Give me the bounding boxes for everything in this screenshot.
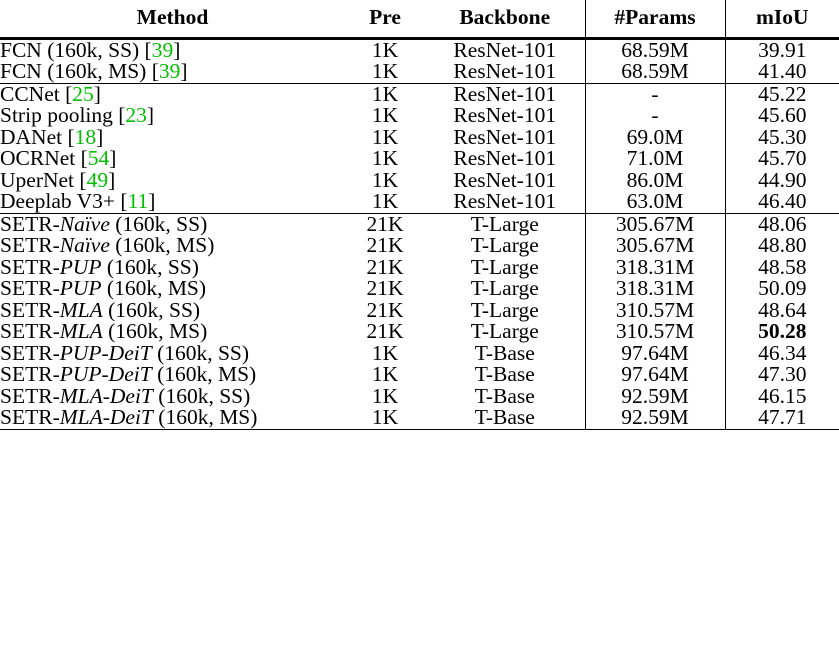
cell-pre: 1K bbox=[371, 340, 399, 365]
method-name: SETR- bbox=[0, 405, 60, 429]
cell-pre: 21K bbox=[366, 254, 404, 279]
cell-method bbox=[0, 407, 345, 429]
cell-miou: 50.09 bbox=[725, 278, 839, 300]
cell-method bbox=[0, 278, 345, 300]
cell-miou: 47.30 bbox=[725, 364, 839, 386]
cell-pre: 21K bbox=[366, 233, 404, 257]
cell-miou: 46.15 bbox=[725, 386, 839, 408]
method-suffix: ] bbox=[146, 103, 155, 127]
method-variant: MLA bbox=[59, 297, 103, 322]
cell-method bbox=[0, 297, 345, 322]
table-row bbox=[0, 407, 839, 429]
method-name: FCN (160k, SS) [ bbox=[0, 37, 152, 62]
cell-miou: 48.80 bbox=[725, 235, 839, 257]
method-name: UperNet [ bbox=[0, 167, 87, 192]
cell-miou: 46.34 bbox=[725, 343, 839, 365]
method-name: OCRNet [ bbox=[0, 146, 88, 170]
method-variant: MLA-DeiT bbox=[59, 383, 153, 408]
cell-backbone: ResNet-101 bbox=[453, 146, 557, 170]
cell-backbone: T-Base bbox=[425, 407, 585, 429]
cell-method bbox=[0, 235, 345, 257]
cell-miou: 45.70 bbox=[725, 148, 839, 170]
method-suffix: ] bbox=[173, 37, 181, 62]
table-row bbox=[0, 170, 839, 192]
citation-link[interactable]: 54 bbox=[87, 146, 110, 170]
table-row bbox=[0, 191, 839, 213]
cell-params: 68.59M bbox=[585, 61, 725, 83]
cell-miou: 45.30 bbox=[725, 127, 839, 149]
table-body bbox=[0, 38, 839, 429]
method-name: SETR- bbox=[0, 276, 60, 300]
method-variant: PUP-DeiT bbox=[59, 362, 152, 386]
method-name: SETR- bbox=[0, 340, 60, 365]
cell-backbone: ResNet-101 bbox=[425, 83, 585, 105]
table-row bbox=[0, 213, 839, 235]
method-name: DANet [ bbox=[0, 124, 75, 149]
method-name: SETR- bbox=[0, 297, 60, 322]
cell-miou: 45.60 bbox=[725, 105, 839, 127]
cell-params: 305.67M bbox=[585, 235, 725, 257]
method-name: SETR- bbox=[0, 383, 60, 408]
method-variant: PUP bbox=[59, 276, 102, 300]
cell-backbone: ResNet-101 bbox=[453, 59, 557, 83]
table-row bbox=[0, 364, 839, 386]
table-row bbox=[0, 278, 839, 300]
citation-link[interactable]: 11 bbox=[127, 189, 149, 213]
cell-params: 97.64M bbox=[585, 343, 725, 365]
cell-params: 310.57M bbox=[585, 321, 725, 343]
citation-link[interactable]: 18 bbox=[74, 124, 97, 149]
method-variant: MLA-DeiT bbox=[59, 405, 153, 429]
method-suffix: ] bbox=[93, 81, 101, 106]
cell-pre: 21K bbox=[366, 297, 404, 322]
method-name: SETR- bbox=[0, 211, 60, 236]
cell-pre: 1K bbox=[371, 124, 399, 149]
method-name: SETR- bbox=[0, 254, 60, 279]
cell-miou: 44.90 bbox=[725, 170, 839, 192]
column-header-pre: Pre bbox=[369, 5, 401, 29]
cell-method bbox=[0, 340, 345, 365]
cell-method bbox=[0, 254, 345, 279]
cell-method bbox=[0, 191, 345, 213]
cell-params: 92.59M bbox=[585, 407, 725, 429]
cell-params: - bbox=[585, 83, 725, 105]
method-name: FCN (160k, MS) [ bbox=[0, 59, 159, 83]
table-row bbox=[0, 343, 839, 365]
cell-backbone: T-Large bbox=[470, 276, 539, 300]
table-row bbox=[0, 38, 839, 61]
method-suffix: ] bbox=[180, 59, 188, 83]
cell-params: 68.59M bbox=[585, 38, 725, 61]
cell-miou: 48.06 bbox=[725, 213, 839, 235]
method-variant: MLA bbox=[59, 319, 103, 343]
cell-method bbox=[0, 321, 345, 343]
method-suffix: ] bbox=[108, 167, 116, 192]
cell-pre: 1K bbox=[371, 103, 399, 127]
method-suffix: (160k, SS) bbox=[109, 211, 208, 236]
table-row bbox=[0, 386, 839, 408]
method-variant: PUP bbox=[59, 254, 102, 279]
cell-backbone: ResNet-101 bbox=[425, 38, 585, 61]
method-variant: Naïve bbox=[59, 211, 110, 236]
column-header-miou: mIoU bbox=[725, 0, 839, 38]
cell-backbone: T-Base bbox=[474, 383, 535, 408]
method-suffix: (160k, MS) bbox=[151, 362, 257, 386]
cell-backbone: ResNet-101 bbox=[453, 124, 557, 149]
method-name: SETR- bbox=[0, 319, 60, 343]
cell-pre: 1K bbox=[371, 167, 399, 192]
cell-miou: 39.91 bbox=[725, 38, 839, 61]
cell-params: 305.67M bbox=[585, 213, 725, 235]
cell-miou: 50.28 bbox=[725, 321, 839, 343]
method-name: CCNet [ bbox=[0, 81, 73, 106]
cell-method bbox=[0, 83, 345, 105]
cell-params: 71.0M bbox=[585, 148, 725, 170]
cell-params: 310.57M bbox=[585, 300, 725, 322]
method-name: SETR- bbox=[0, 233, 60, 257]
cell-method bbox=[0, 213, 345, 235]
cell-params: 86.0M bbox=[585, 170, 725, 192]
cell-pre: 1K bbox=[371, 189, 399, 213]
table-row bbox=[0, 321, 839, 343]
cell-pre: 1K bbox=[371, 362, 399, 386]
cell-backbone: T-Large bbox=[425, 213, 585, 235]
citation-link[interactable]: 39 bbox=[151, 37, 174, 62]
cell-method bbox=[0, 364, 345, 386]
table-row bbox=[0, 300, 839, 322]
cell-method bbox=[0, 38, 345, 61]
cell-params: 63.0M bbox=[585, 191, 725, 213]
cell-method bbox=[0, 105, 345, 127]
cell-method bbox=[0, 383, 345, 408]
table-header bbox=[0, 0, 839, 38]
method-name: Deeplab V3+ [ bbox=[0, 189, 128, 213]
method-suffix: (160k, SS) bbox=[102, 297, 201, 322]
cell-backbone: T-Large bbox=[470, 254, 539, 279]
method-suffix: (160k, MS) bbox=[152, 405, 258, 429]
cell-miou: 45.22 bbox=[725, 83, 839, 105]
cell-pre: 1K bbox=[345, 83, 425, 105]
cell-params: 97.64M bbox=[585, 364, 725, 386]
cell-method bbox=[0, 148, 345, 170]
method-suffix: (160k, SS) bbox=[151, 340, 250, 365]
method-suffix: (160k, SS) bbox=[152, 383, 251, 408]
method-suffix: ] bbox=[148, 189, 156, 213]
method-suffix: ] bbox=[96, 124, 104, 149]
cell-pre: 1K bbox=[345, 407, 425, 429]
cell-backbone: ResNet-101 bbox=[453, 189, 557, 213]
cell-backbone: T-Large bbox=[470, 233, 539, 257]
cell-method bbox=[0, 124, 345, 149]
cell-backbone: T-Large bbox=[470, 319, 539, 343]
cell-backbone: T-Base bbox=[474, 340, 535, 365]
citation-link[interactable]: 39 bbox=[158, 59, 181, 83]
cell-params: - bbox=[585, 105, 725, 127]
table-row bbox=[0, 235, 839, 257]
citation-link[interactable]: 25 bbox=[72, 81, 94, 106]
cell-pre: 21K bbox=[366, 276, 404, 300]
table-row bbox=[0, 105, 839, 127]
citation-link[interactable]: 49 bbox=[86, 167, 109, 192]
cell-params: 69.0M bbox=[585, 127, 725, 149]
method-suffix: (160k, MS) bbox=[101, 276, 207, 300]
table-row bbox=[0, 83, 839, 105]
cell-miou: 47.71 bbox=[725, 407, 839, 429]
table-row bbox=[0, 148, 839, 170]
column-header-backbone: Backbone bbox=[459, 5, 551, 29]
cell-backbone: ResNet-101 bbox=[453, 167, 557, 192]
citation-link[interactable]: 23 bbox=[125, 103, 147, 127]
method-suffix: (160k, MS) bbox=[102, 319, 208, 343]
cell-pre: 21K bbox=[366, 319, 404, 343]
cell-miou: 48.64 bbox=[725, 300, 839, 322]
cell-miou: 46.40 bbox=[725, 191, 839, 213]
cell-pre: 1K bbox=[371, 383, 399, 408]
method-variant: PUP-DeiT bbox=[59, 340, 152, 365]
cell-backbone: ResNet-101 bbox=[453, 103, 557, 127]
cell-method bbox=[0, 167, 345, 192]
method-suffix: ] bbox=[109, 146, 117, 170]
column-header-params: #Params bbox=[585, 0, 725, 38]
cell-pre: 1K bbox=[345, 38, 425, 61]
method-variant: Naïve bbox=[59, 233, 110, 257]
cell-params: 318.31M bbox=[585, 257, 725, 279]
cell-pre: 21K bbox=[345, 213, 425, 235]
method-suffix: (160k, MS) bbox=[109, 233, 215, 257]
table-row bbox=[0, 257, 839, 279]
method-suffix: (160k, SS) bbox=[101, 254, 199, 279]
table-header-row bbox=[0, 0, 839, 38]
cell-pre: 1K bbox=[371, 59, 399, 83]
cell-miou: 48.58 bbox=[725, 257, 839, 279]
table-row bbox=[0, 61, 839, 83]
cell-method bbox=[0, 61, 345, 83]
cell-params: 92.59M bbox=[585, 386, 725, 408]
table-row bbox=[0, 127, 839, 149]
method-name: Strip pooling [ bbox=[0, 103, 126, 127]
cell-backbone: T-Base bbox=[474, 362, 535, 386]
cell-params: 318.31M bbox=[585, 278, 725, 300]
cell-pre: 1K bbox=[371, 146, 399, 170]
column-header-method: Method bbox=[136, 5, 209, 29]
method-name: SETR- bbox=[0, 362, 60, 386]
cell-backbone: T-Large bbox=[470, 297, 539, 322]
cell-miou: 41.40 bbox=[725, 61, 839, 83]
